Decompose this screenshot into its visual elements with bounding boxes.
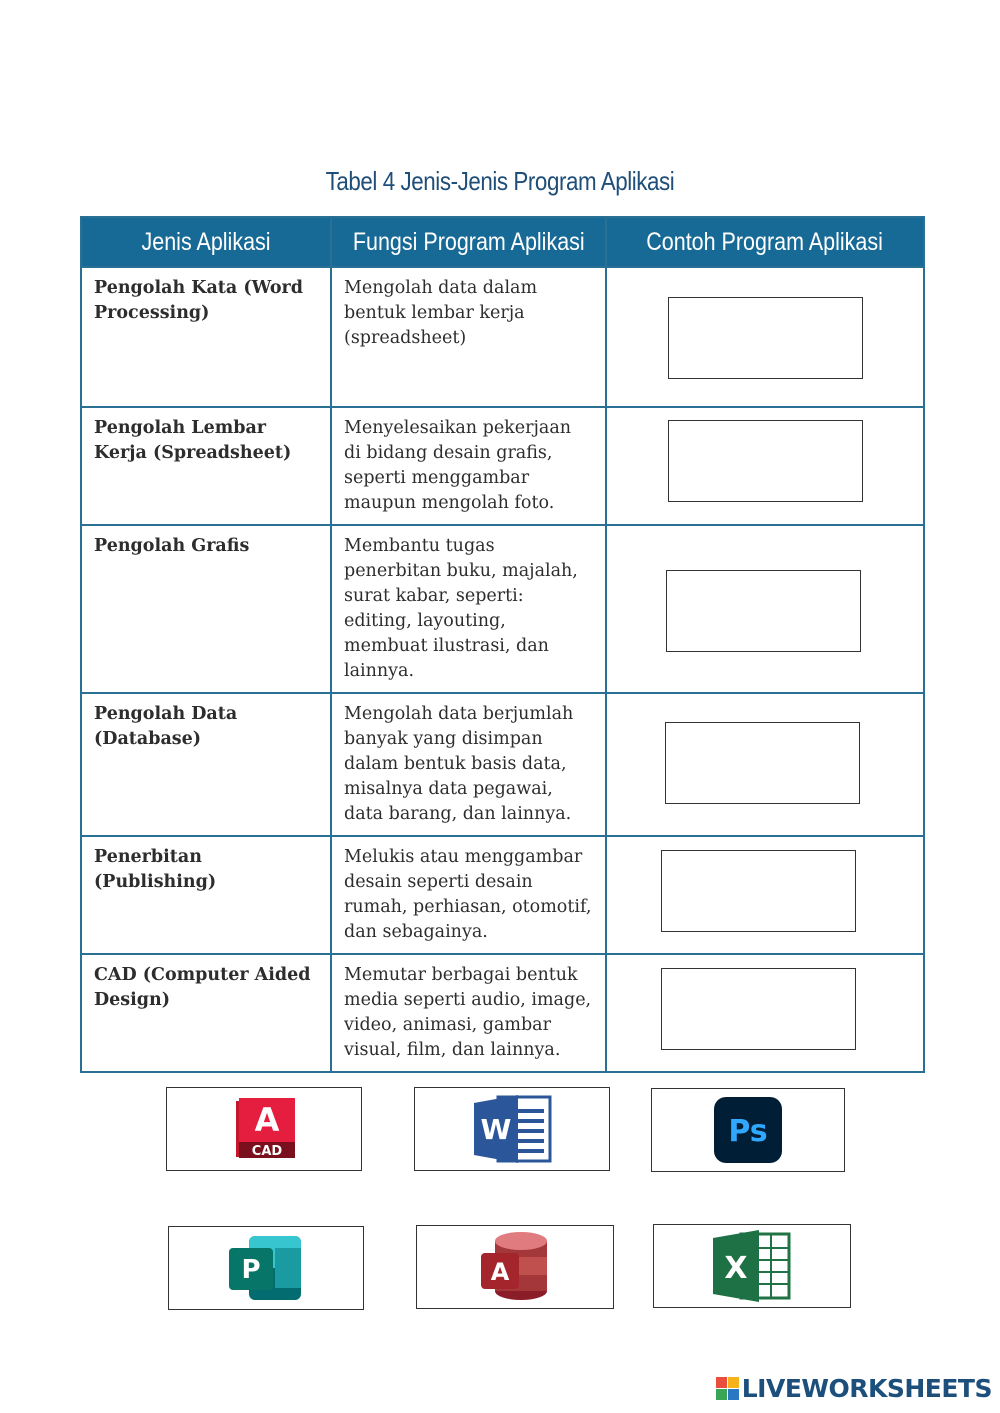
answer-drop-box[interactable] <box>666 570 861 652</box>
fungsi-cell: Mengolah data berjumlah banyak yang disimpan dalam bentuk basis data, misalnya data pegawai, data barang, dan lainnya. <box>331 693 606 836</box>
answer-drop-box[interactable] <box>661 850 856 932</box>
access-icon <box>479 1231 551 1303</box>
publisher-icon <box>227 1234 305 1302</box>
table-header-row <box>81 217 924 267</box>
contoh-cell <box>606 407 924 525</box>
fungsi-cell: Melukis atau menggambar desain seperti desain rumah, perhiasan, otomotif, dan sebagainya. <box>331 836 606 954</box>
table-row <box>81 693 924 836</box>
contoh-cell <box>606 525 924 693</box>
contoh-cell <box>606 954 924 1072</box>
table-row <box>81 954 924 1072</box>
fungsi-cell: Memutar berbagai bentuk media seperti audio, image, video, animasi, gambar visual, film, dan lainnya. <box>331 954 606 1072</box>
answer-drop-box[interactable] <box>661 968 856 1050</box>
jenis-cell: Pengolah Kata (Word Processing) <box>81 267 331 407</box>
jenis-cell: CAD (Computer Aided Design) <box>81 954 331 1072</box>
header-jenis: Jenis Aplikasi <box>81 217 331 267</box>
fungsi-cell: Menyelesaikan pekerjaan di bidang desain grafis, seperti menggambar maupun mengolah foto. <box>331 407 606 525</box>
header-fungsi: Fungsi Program Aplikasi <box>331 217 606 267</box>
svg-text:Ps: Ps <box>728 1114 768 1149</box>
jenis-cell: Pengolah Lembar Kerja (Spreadsheet) <box>81 407 331 525</box>
contoh-cell <box>606 836 924 954</box>
photoshop-icon <box>713 1096 783 1164</box>
brand-mark-icon <box>716 1377 739 1400</box>
brand-name: LIVEWORKSHEETS <box>741 1374 992 1403</box>
answer-drop-box[interactable] <box>668 420 863 502</box>
table-row <box>81 836 924 954</box>
jenis-cell: Pengolah Grafis <box>81 525 331 693</box>
access-choice[interactable] <box>416 1225 614 1309</box>
word-choice[interactable] <box>414 1087 610 1171</box>
svg-text:CAD: CAD <box>251 1144 283 1159</box>
photoshop-choice[interactable] <box>651 1088 845 1172</box>
excel-icon <box>711 1228 793 1304</box>
svg-text:P: P <box>241 1255 261 1285</box>
brand-logo <box>716 1374 992 1403</box>
answer-drop-box[interactable] <box>668 297 863 379</box>
fungsi-cell: Membantu tugas penerbitan buku, majalah, surat kabar, seperti: editing, layouting, membuat ilustrasi, dan lainnya. <box>331 525 606 693</box>
contoh-cell <box>606 693 924 836</box>
svg-text:X: X <box>724 1251 748 1286</box>
autocad-icon <box>233 1098 295 1160</box>
contoh-cell <box>606 267 924 407</box>
svg-text:A: A <box>254 1101 280 1139</box>
svg-text:A: A <box>490 1258 510 1286</box>
page-title: Tabel 4 Jenis-Jenis Program Aplikasi <box>325 166 675 196</box>
autocad-choice[interactable] <box>166 1087 362 1171</box>
publisher-choice[interactable] <box>168 1226 364 1310</box>
table-row <box>81 525 924 693</box>
jenis-cell: Pengolah Data (Database) <box>81 693 331 836</box>
jenis-cell: Penerbitan (Publishing) <box>81 836 331 954</box>
excel-choice[interactable] <box>653 1224 851 1308</box>
table-row <box>81 267 924 407</box>
word-icon <box>472 1093 552 1165</box>
svg-text:W: W <box>480 1113 512 1146</box>
answer-drop-box[interactable] <box>665 722 860 804</box>
fungsi-cell: Mengolah data dalam bentuk lembar kerja (spreadsheet) <box>331 267 606 407</box>
header-contoh: Contoh Program Aplikasi <box>606 217 924 267</box>
applications-table <box>80 216 925 1073</box>
table-row <box>81 407 924 525</box>
